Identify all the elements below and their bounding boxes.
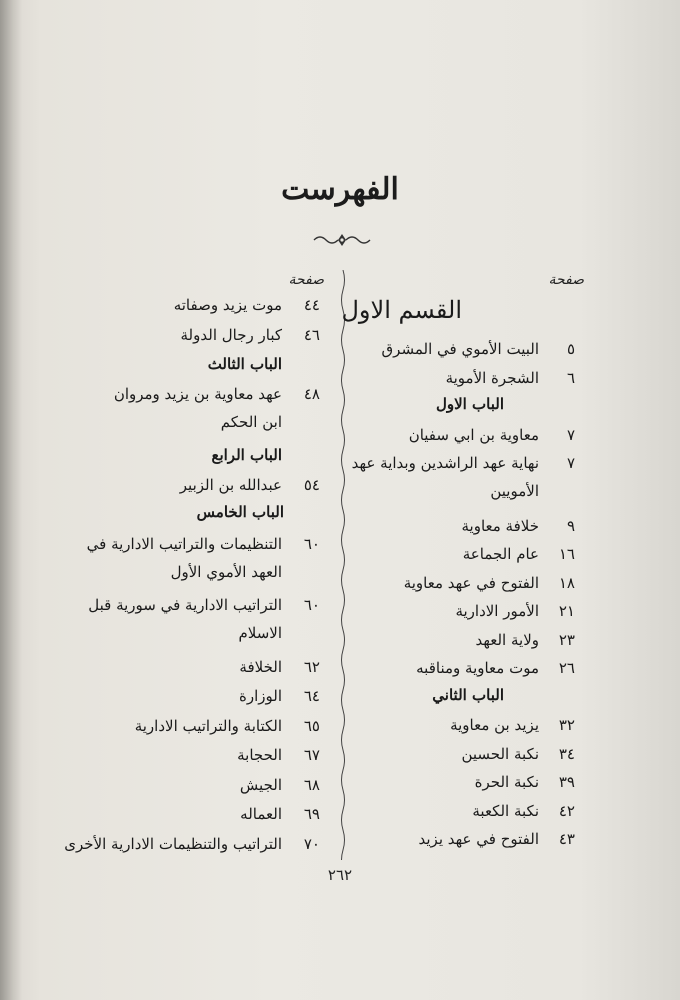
toc-entry-title: عهد معاوية بن يزيد ومروان xyxy=(113,384,282,403)
toc-entry-title: الخلافة xyxy=(239,657,282,676)
toc-entry-title: الوزارة xyxy=(238,687,282,705)
chapter-heading: الباب الاول xyxy=(435,395,504,413)
toc-entry xyxy=(350,745,575,767)
toc-entry-title: الشجرة الأموية xyxy=(445,368,539,387)
toc-entry-title: التراتيب والتنظيمات الادارية الأخرى xyxy=(64,834,282,853)
toc-page-number: ٢٣ xyxy=(558,630,575,649)
toc-entry-title: نكبة الحسين xyxy=(461,744,539,763)
toc-page-number: ٧ xyxy=(566,454,575,472)
toc-entry xyxy=(350,545,575,567)
toc-page-number: ٤٦ xyxy=(303,325,320,344)
toc-entry-continuation: العهد الأموي الأول xyxy=(170,562,282,581)
right-column-page-header: صفحة xyxy=(548,272,584,288)
toc-entry xyxy=(92,296,320,318)
toc-entry-title: كبار رجال الدولة xyxy=(180,325,282,344)
toc-entry-title: ولاية العهد xyxy=(475,630,539,649)
toc-page-number: ٦٥ xyxy=(303,716,320,735)
toc-entry-title: الفتوح في عهد معاوية xyxy=(403,573,539,592)
toc-entry xyxy=(350,369,575,391)
toc-page-number: ٣٢ xyxy=(558,716,575,734)
column-divider xyxy=(338,270,348,860)
toc-entry xyxy=(92,746,320,768)
toc-entry xyxy=(350,631,575,653)
toc-page-number: ٢١ xyxy=(558,602,575,620)
toc-entry xyxy=(64,834,320,857)
spine-shadow xyxy=(0,0,22,1000)
toc-entry xyxy=(92,776,320,798)
toc-page-number: ٩ xyxy=(566,516,575,535)
toc-page-number: ٧٠ xyxy=(303,834,320,853)
toc-entry xyxy=(92,326,320,348)
toc-entry-continuation: الأمويين xyxy=(490,482,539,500)
toc-page-number: ٧ xyxy=(566,425,575,444)
toc-entry-title: معاوية بن ابي سفيان xyxy=(408,425,539,444)
toc-entry xyxy=(92,476,320,498)
toc-page-number: ٢٦ xyxy=(558,659,575,677)
toc-entry-title: عبدالله بن الزبير xyxy=(179,475,282,494)
toc-entry xyxy=(350,802,575,824)
left-column-page-header: صفحة xyxy=(288,272,324,288)
toc-entry xyxy=(350,773,575,795)
toc-entry-title: نهاية عهد الراشدين وبداية عهد xyxy=(351,454,539,472)
toc-entry xyxy=(350,716,575,738)
toc-entry xyxy=(92,687,320,709)
toc-entry xyxy=(350,602,575,624)
toc-page-number: ٦٠ xyxy=(303,596,320,614)
toc-page-number: ٣٩ xyxy=(558,773,575,791)
toc-entry-title: نكبة الكعبة xyxy=(472,801,539,820)
toc-entry-title: التنظيمات والتراتيب الادارية في xyxy=(86,534,282,553)
toc-page-number: ٣٤ xyxy=(558,744,575,763)
toc-page-number: ٦٩ xyxy=(303,805,320,823)
chapter-heading: الباب الخامس xyxy=(196,503,284,521)
toc-page-number: ٦٠ xyxy=(303,534,320,553)
toc-entry xyxy=(86,534,320,557)
toc-entry-continuation: ابن الحكم xyxy=(220,412,282,431)
toc-entry-title: الفتوح في عهد يزيد xyxy=(418,830,539,848)
toc-entry xyxy=(92,658,320,680)
toc-entry xyxy=(350,659,575,681)
ornament-icon xyxy=(312,232,372,248)
toc-entry xyxy=(350,517,575,539)
toc-entry xyxy=(350,830,575,852)
toc-page-number: ٦٤ xyxy=(303,687,320,705)
toc-entry-title: خلافة معاوية xyxy=(461,516,539,535)
page-number: ٢٦٢ xyxy=(327,866,353,884)
toc-entry-title: الكتابة والتراتيب الادارية xyxy=(134,716,282,735)
toc-page-number: ٤٨ xyxy=(303,384,320,403)
toc-page-number: ٤٣ xyxy=(558,830,575,848)
toc-entry-title: التراتيب الادارية في سورية قبل xyxy=(88,596,282,614)
chapter-heading: الباب الثالث xyxy=(207,355,282,373)
toc-entry xyxy=(350,454,575,476)
toc-page-number: ٦ xyxy=(566,368,575,387)
toc-entry-title: العماله xyxy=(240,805,282,823)
section-title: القسم الاول xyxy=(341,296,462,324)
toc-page-number: ٦٨ xyxy=(303,775,320,794)
toc-page-number: ٤٤ xyxy=(303,296,320,314)
toc-entry xyxy=(350,426,575,448)
toc-page-number: ٤٢ xyxy=(558,801,575,820)
chapter-heading: الباب الرابع xyxy=(211,446,282,464)
chapter-heading: الباب الثاني xyxy=(432,685,504,704)
toc-entry-title: موت معاوية ومناقبه xyxy=(416,659,539,677)
toc-page-number: ٥٤ xyxy=(303,475,320,494)
toc-page-number: ١٨ xyxy=(558,573,575,592)
toc-entry-continuation: الاسلام xyxy=(238,624,282,642)
toc-entry-title: يزيد بن معاوية xyxy=(450,716,539,734)
toc-entry xyxy=(350,340,575,362)
toc-entry xyxy=(92,385,320,407)
page-title: الفهرست xyxy=(281,172,399,207)
toc-entry xyxy=(92,805,320,827)
toc-entry-title: الجيش xyxy=(239,775,282,794)
toc-page-number: ٦٢ xyxy=(303,657,320,676)
toc-entry-title: موت يزيد وصفاته xyxy=(173,296,282,314)
toc-entry-title: نكبة الحرة xyxy=(474,773,539,791)
toc-entry-title: الأمور الادارية xyxy=(455,602,539,620)
toc-entry xyxy=(350,574,575,596)
toc-page-number: ٦٧ xyxy=(303,746,320,764)
toc-entry xyxy=(88,596,320,618)
toc-entry-title: الحجابة xyxy=(237,746,282,764)
toc-entry-title: عام الجماعة xyxy=(462,545,539,563)
toc-page-number: ٥ xyxy=(566,340,575,358)
toc-entry-title: البيت الأموي في المشرق xyxy=(381,340,539,358)
toc-page-number: ١٦ xyxy=(558,545,575,563)
toc-entry xyxy=(92,717,320,739)
